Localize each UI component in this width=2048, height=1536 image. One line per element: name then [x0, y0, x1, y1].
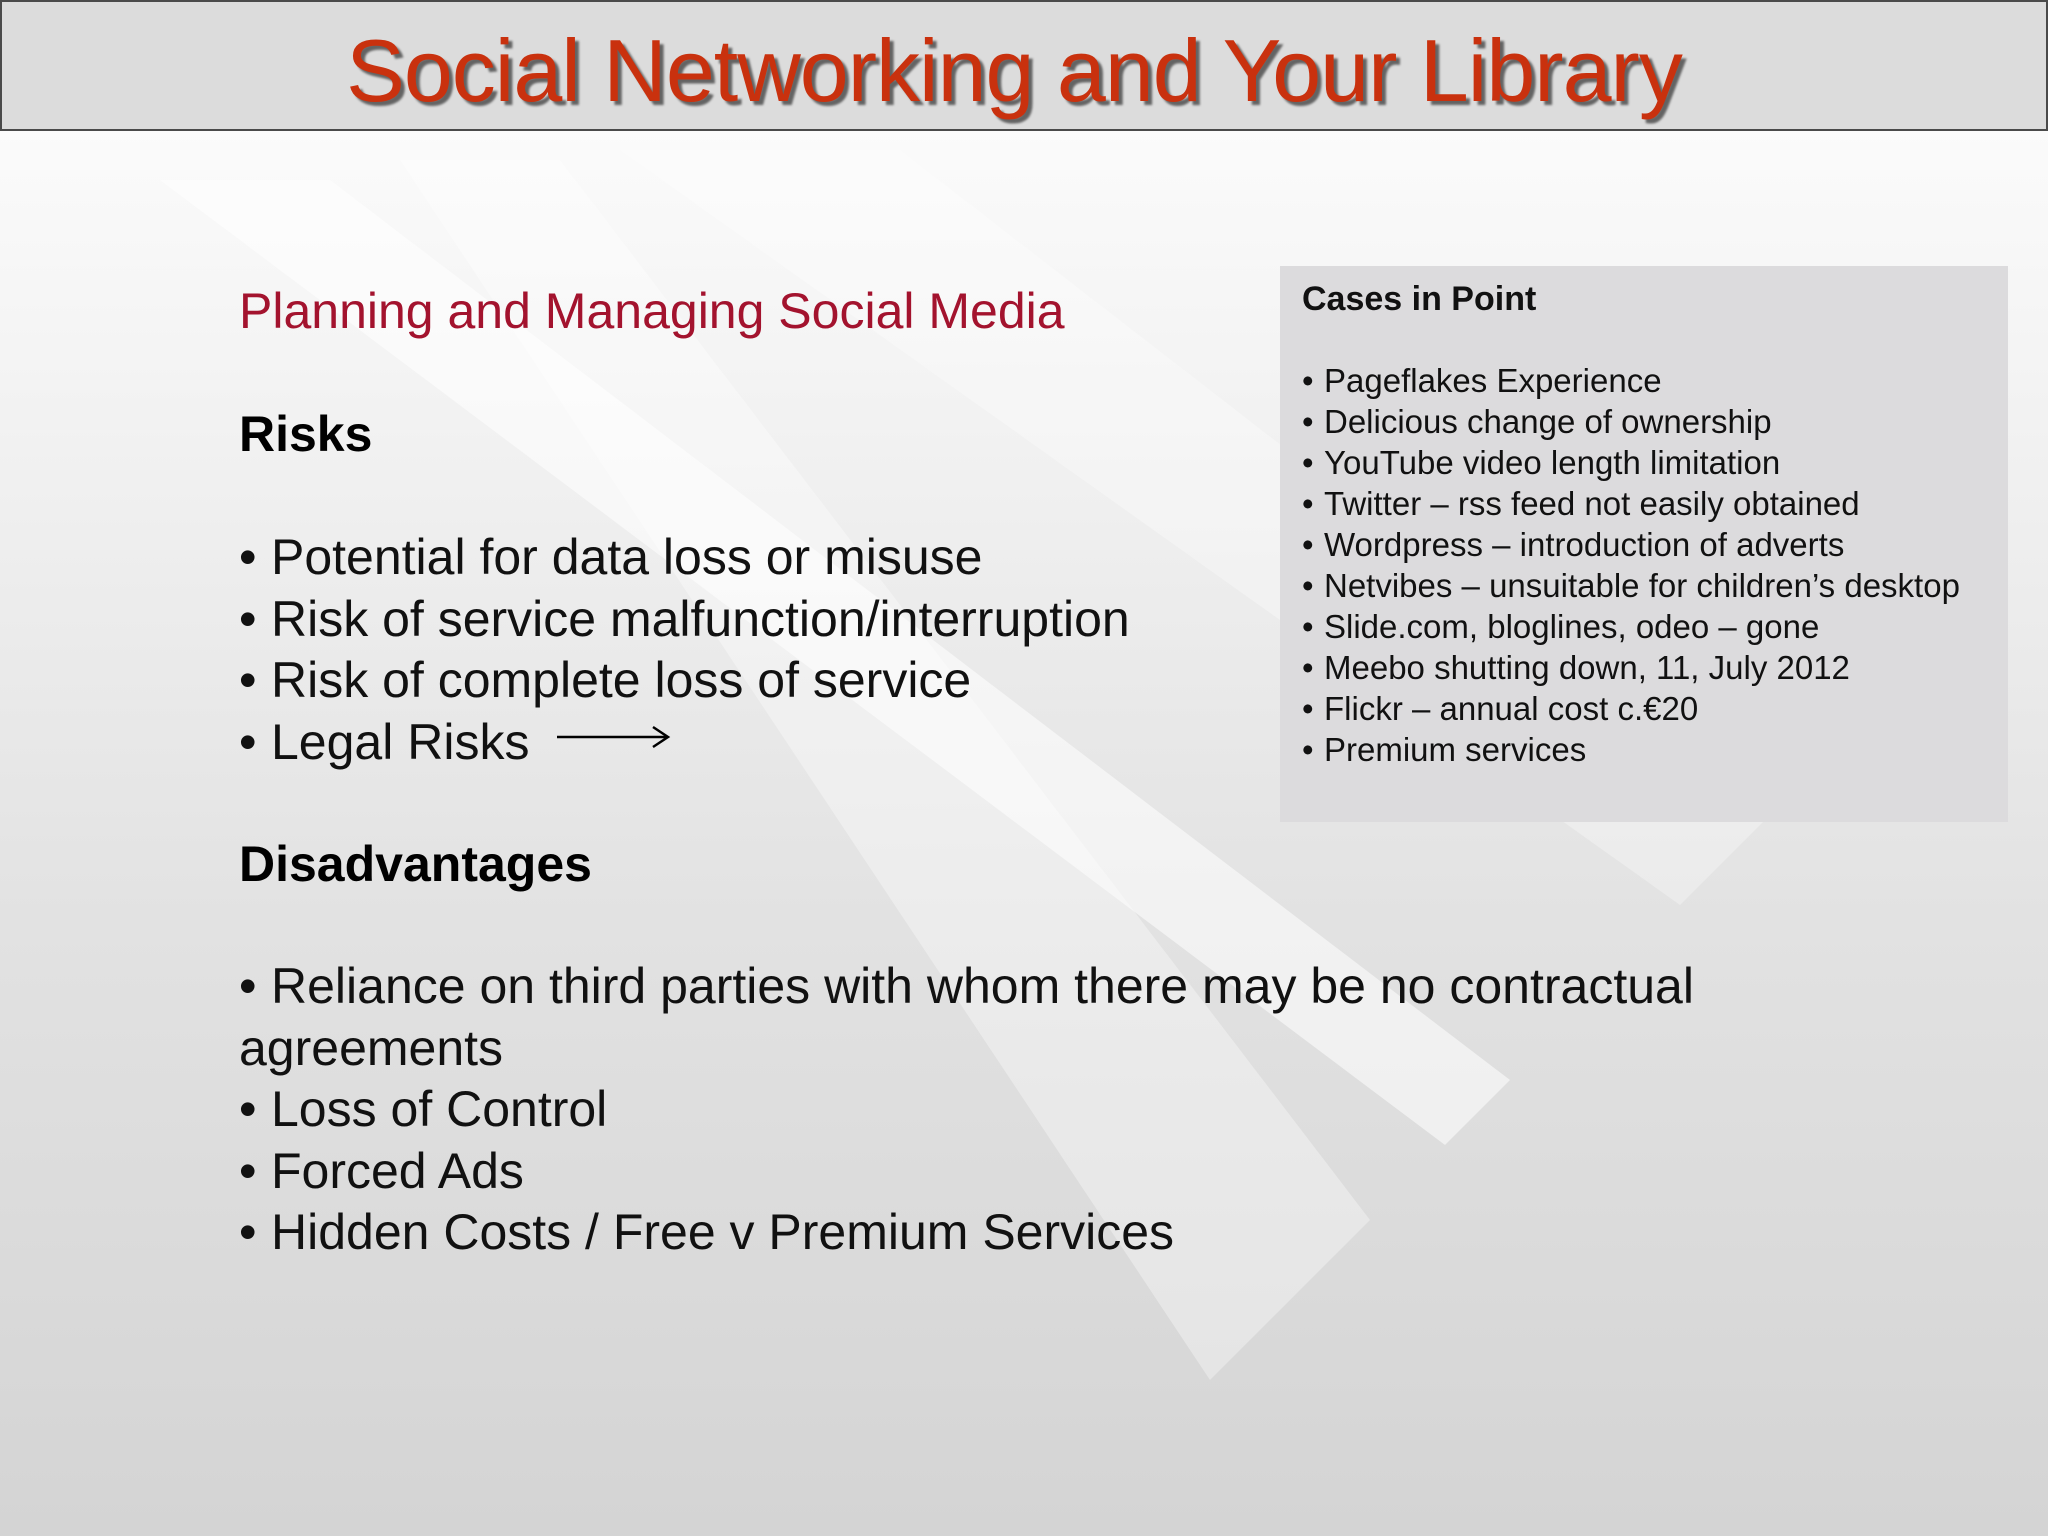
bullet-icon: • — [1302, 526, 1314, 563]
risks-heading: Risks — [239, 406, 373, 462]
bullet-icon: • — [1302, 362, 1314, 399]
bullet-icon: • — [239, 713, 257, 770]
bullet-icon: • — [239, 1081, 257, 1137]
list-item: • Premium services — [1302, 731, 1587, 768]
cases-list — [1302, 360, 1960, 770]
slide-title: Social Networking and Your Library — [346, 21, 1682, 120]
bullet-icon: • — [239, 958, 257, 1014]
list-item: • Twitter – rss feed not easily obtained — [1302, 485, 1860, 522]
disadvantages-heading: Disadvantages — [239, 836, 592, 892]
list-item: • Risk of service malfunction/interruption — [239, 589, 1130, 651]
cases-in-point-box — [1280, 266, 2008, 822]
list-item: • Meebo shutting down, 11, July 2012 — [1302, 649, 1850, 686]
list-item: • Loss of Control — [239, 1079, 1799, 1141]
cases-title: Cases in Point — [1302, 280, 1537, 318]
list-item: • Forced Ads — [239, 1141, 1799, 1203]
list-item: • Delicious change of ownership — [1302, 403, 1772, 440]
bullet-icon: • — [1302, 403, 1314, 440]
list-item: • Risk of complete loss of service — [239, 650, 1130, 712]
bullet-icon: • — [239, 1142, 257, 1199]
list-item: • Reliance on third parties with whom there may be no contractual agreements — [239, 958, 1694, 1076]
title-bar — [0, 0, 2048, 131]
list-item: • Wordpress – introduction of adverts — [1302, 526, 1845, 563]
bullet-icon: • — [239, 529, 257, 585]
list-item: • Potential for data loss or misuse — [239, 527, 1130, 589]
list-item: • Netvibes – unsuitable for children’s desktop — [1302, 567, 1960, 604]
bullet-icon: • — [239, 1204, 257, 1260]
disadvantages-list — [239, 956, 1799, 1264]
bullet-icon: • — [1302, 444, 1314, 481]
risks-list — [239, 527, 1130, 773]
bullet-icon: • — [1302, 567, 1314, 604]
arrow-right-icon — [555, 723, 675, 753]
bullet-icon: • — [1302, 608, 1314, 645]
list-item: • YouTube video length limitation — [1302, 444, 1781, 481]
list-item: • Slide.com, bloglines, odeo – gone — [1302, 608, 1820, 645]
bullet-icon: • — [239, 590, 257, 647]
bullet-icon: • — [1302, 485, 1314, 522]
section-subtitle: Planning and Managing Social Media — [239, 283, 1065, 339]
list-item: • Legal Risks — [239, 712, 1130, 774]
list-item: • Hidden Costs / Free v Premium Services — [239, 1202, 1799, 1264]
list-item: • Flickr – annual cost c.€20 — [1302, 690, 1699, 727]
bullet-icon: • — [1302, 690, 1314, 727]
list-item: • Pageflakes Experience — [1302, 362, 1662, 399]
bullet-icon: • — [1302, 731, 1314, 768]
bullet-icon: • — [239, 652, 257, 708]
bullet-icon: • — [1302, 649, 1314, 686]
